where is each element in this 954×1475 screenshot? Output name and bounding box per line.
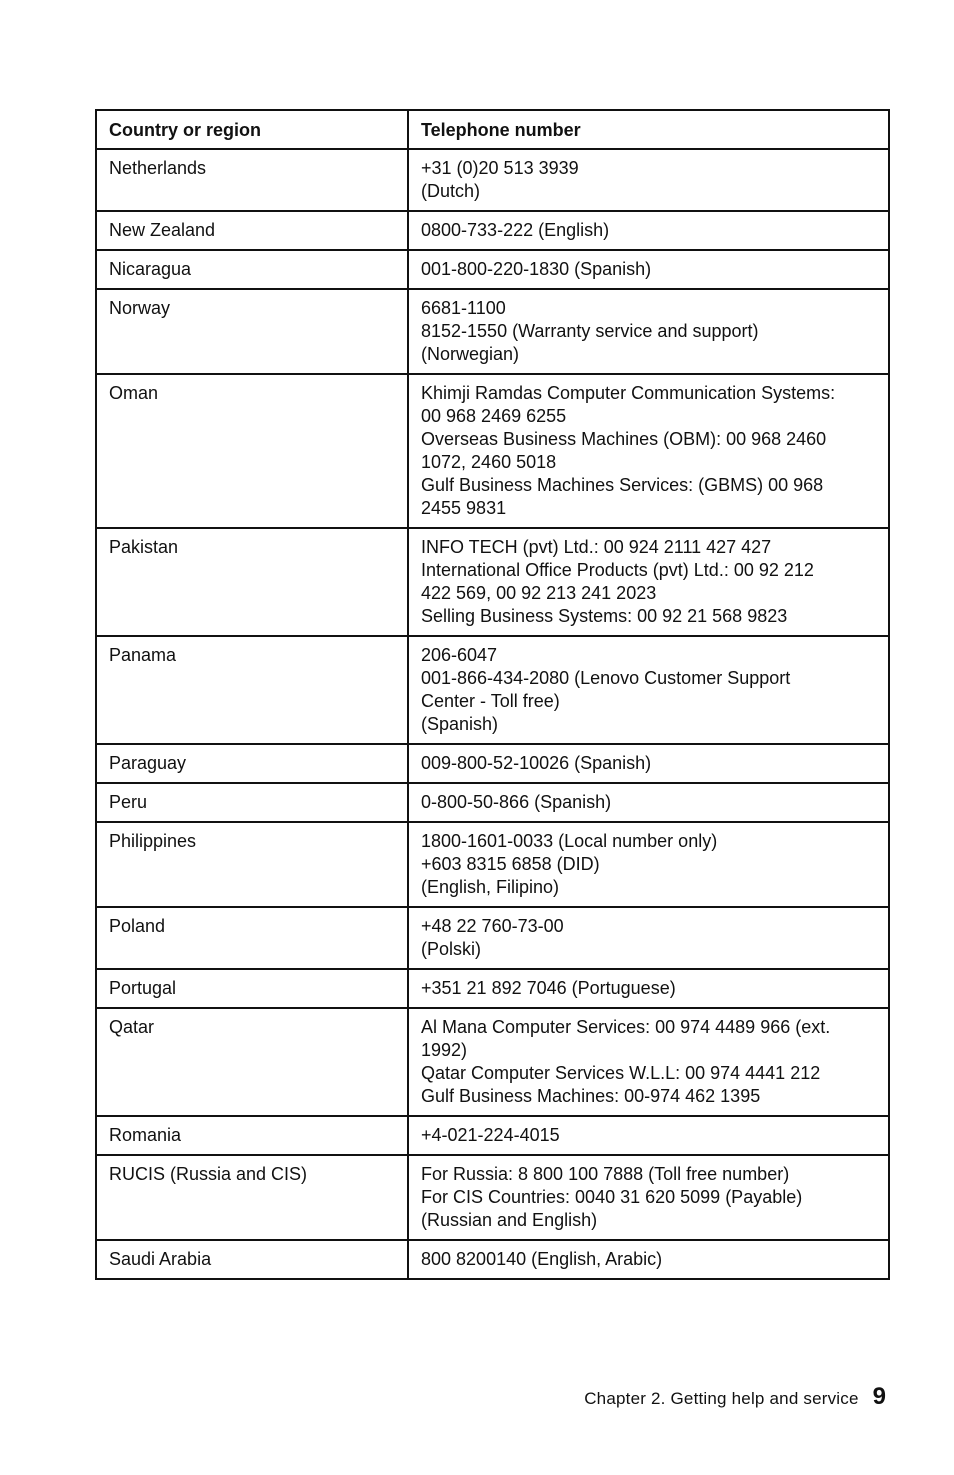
telephone-line: Gulf Business Machines Services: (GBMS) 00 968 <box>421 475 824 495</box>
telephone-line: (Dutch) <box>421 181 481 201</box>
telephone-cell <box>408 907 889 969</box>
table-row <box>96 636 889 744</box>
telephone-line: 001-800-220-1830 (Spanish) <box>421 259 652 279</box>
telephone-line: Gulf Business Machines: 00-974 462 1395 <box>421 1086 761 1106</box>
telephone-line: For Russia: 8 800 100 7888 (Toll free number) <box>421 1164 790 1184</box>
country-cell: Panama <box>96 636 408 744</box>
chapter-title: Chapter 2. Getting help and service <box>584 1389 859 1408</box>
table-row <box>96 211 889 250</box>
telephone-line: 8152-1550 (Warranty service and support) <box>421 321 759 341</box>
telephone-line: (Polski) <box>421 939 482 959</box>
telephone-line: Khimji Ramdas Computer Communication Systems: <box>421 383 836 403</box>
telephone-line: 0800-733-222 (English) <box>421 220 610 240</box>
telephone-line: INFO TECH (pvt) Ltd.: 00 924 2111 427 427 <box>421 537 772 557</box>
telephone-line: 1992) <box>421 1040 468 1060</box>
telephone-line: 422 569, 00 92 213 241 2023 <box>421 583 657 603</box>
telephone-line: 6681-1100 <box>421 298 506 318</box>
support-phone-table <box>95 109 890 1280</box>
telephone-line: 2455 9831 <box>421 498 507 518</box>
country-cell: Portugal <box>96 969 408 1008</box>
table-header <box>96 110 889 149</box>
header-telephone: Telephone number <box>408 110 889 149</box>
table-row <box>96 907 889 969</box>
table-row <box>96 822 889 907</box>
table-row <box>96 969 889 1008</box>
country-cell: RUCIS (Russia and CIS) <box>96 1155 408 1240</box>
country-cell: Pakistan <box>96 528 408 636</box>
country-cell: Philippines <box>96 822 408 907</box>
telephone-line: Center - Toll free) <box>421 691 560 711</box>
telephone-cell <box>408 374 889 528</box>
telephone-line: (Russian and English) <box>421 1210 598 1230</box>
telephone-cell <box>408 636 889 744</box>
telephone-line: +31 (0)20 513 3939 <box>421 158 579 178</box>
country-cell: New Zealand <box>96 211 408 250</box>
telephone-line: +351 21 892 7046 (Portuguese) <box>421 978 676 998</box>
table-row <box>96 374 889 528</box>
table-body <box>96 149 889 1279</box>
telephone-line: For CIS Countries: 0040 31 620 5099 (Payable) <box>421 1187 803 1207</box>
table-row <box>96 528 889 636</box>
country-cell: Poland <box>96 907 408 969</box>
table-row <box>96 149 889 211</box>
telephone-line: 00 968 2469 6255 <box>421 406 567 426</box>
telephone-line: 1800-1601-0033 (Local number only) <box>421 831 718 851</box>
table-row <box>96 1240 889 1279</box>
page-footer <box>584 1383 886 1411</box>
telephone-line: +48 22 760-73-00 <box>421 916 564 936</box>
telephone-cell <box>408 149 889 211</box>
telephone-line: +4-021-224-4015 <box>421 1125 560 1145</box>
country-cell: Nicaragua <box>96 250 408 289</box>
telephone-cell <box>408 822 889 907</box>
telephone-line: (Spanish) <box>421 714 499 734</box>
telephone-cell <box>408 289 889 374</box>
page-number: 9 <box>872 1383 886 1410</box>
country-cell: Saudi Arabia <box>96 1240 408 1279</box>
telephone-line: 1072, 2460 5018 <box>421 452 557 472</box>
telephone-cell <box>408 744 889 783</box>
telephone-cell <box>408 969 889 1008</box>
telephone-line: +603 8315 6858 (DID) <box>421 854 600 874</box>
telephone-line: 001-866-434-2080 (Lenovo Customer Support <box>421 668 791 688</box>
header-country: Country or region <box>96 110 408 149</box>
country-cell: Oman <box>96 374 408 528</box>
table-row <box>96 289 889 374</box>
telephone-line: Al Mana Computer Services: 00 974 4489 966 (ext. <box>421 1017 831 1037</box>
table-row <box>96 783 889 822</box>
telephone-cell <box>408 250 889 289</box>
table-row <box>96 1008 889 1116</box>
telephone-cell <box>408 1008 889 1116</box>
telephone-line: 009-800-52-10026 (Spanish) <box>421 753 652 773</box>
telephone-cell <box>408 211 889 250</box>
country-cell: Qatar <box>96 1008 408 1116</box>
telephone-cell <box>408 1155 889 1240</box>
country-cell: Norway <box>96 289 408 374</box>
telephone-line: (English, Filipino) <box>421 877 560 897</box>
telephone-line: Qatar Computer Services W.L.L: 00 974 4441 212 <box>421 1063 821 1083</box>
telephone-line: 0-800-50-866 (Spanish) <box>421 792 612 812</box>
telephone-cell <box>408 528 889 636</box>
telephone-cell <box>408 1240 889 1279</box>
country-cell: Paraguay <box>96 744 408 783</box>
telephone-line: (Norwegian) <box>421 344 520 364</box>
telephone-cell <box>408 783 889 822</box>
telephone-cell <box>408 1116 889 1155</box>
telephone-line: 206-6047 <box>421 645 498 665</box>
table-row <box>96 1116 889 1155</box>
telephone-line: 800 8200140 (English, Arabic) <box>421 1249 663 1269</box>
country-cell: Netherlands <box>96 149 408 211</box>
telephone-line: International Office Products (pvt) Ltd.: 00 92 212 <box>421 560 814 580</box>
table-row <box>96 250 889 289</box>
telephone-line: Overseas Business Machines (OBM): 00 968 2460 <box>421 429 827 449</box>
country-cell: Romania <box>96 1116 408 1155</box>
country-cell: Peru <box>96 783 408 822</box>
table-row <box>96 1155 889 1240</box>
table-row <box>96 744 889 783</box>
header-row <box>96 110 889 149</box>
telephone-line: Selling Business Systems: 00 92 21 568 9823 <box>421 606 788 626</box>
